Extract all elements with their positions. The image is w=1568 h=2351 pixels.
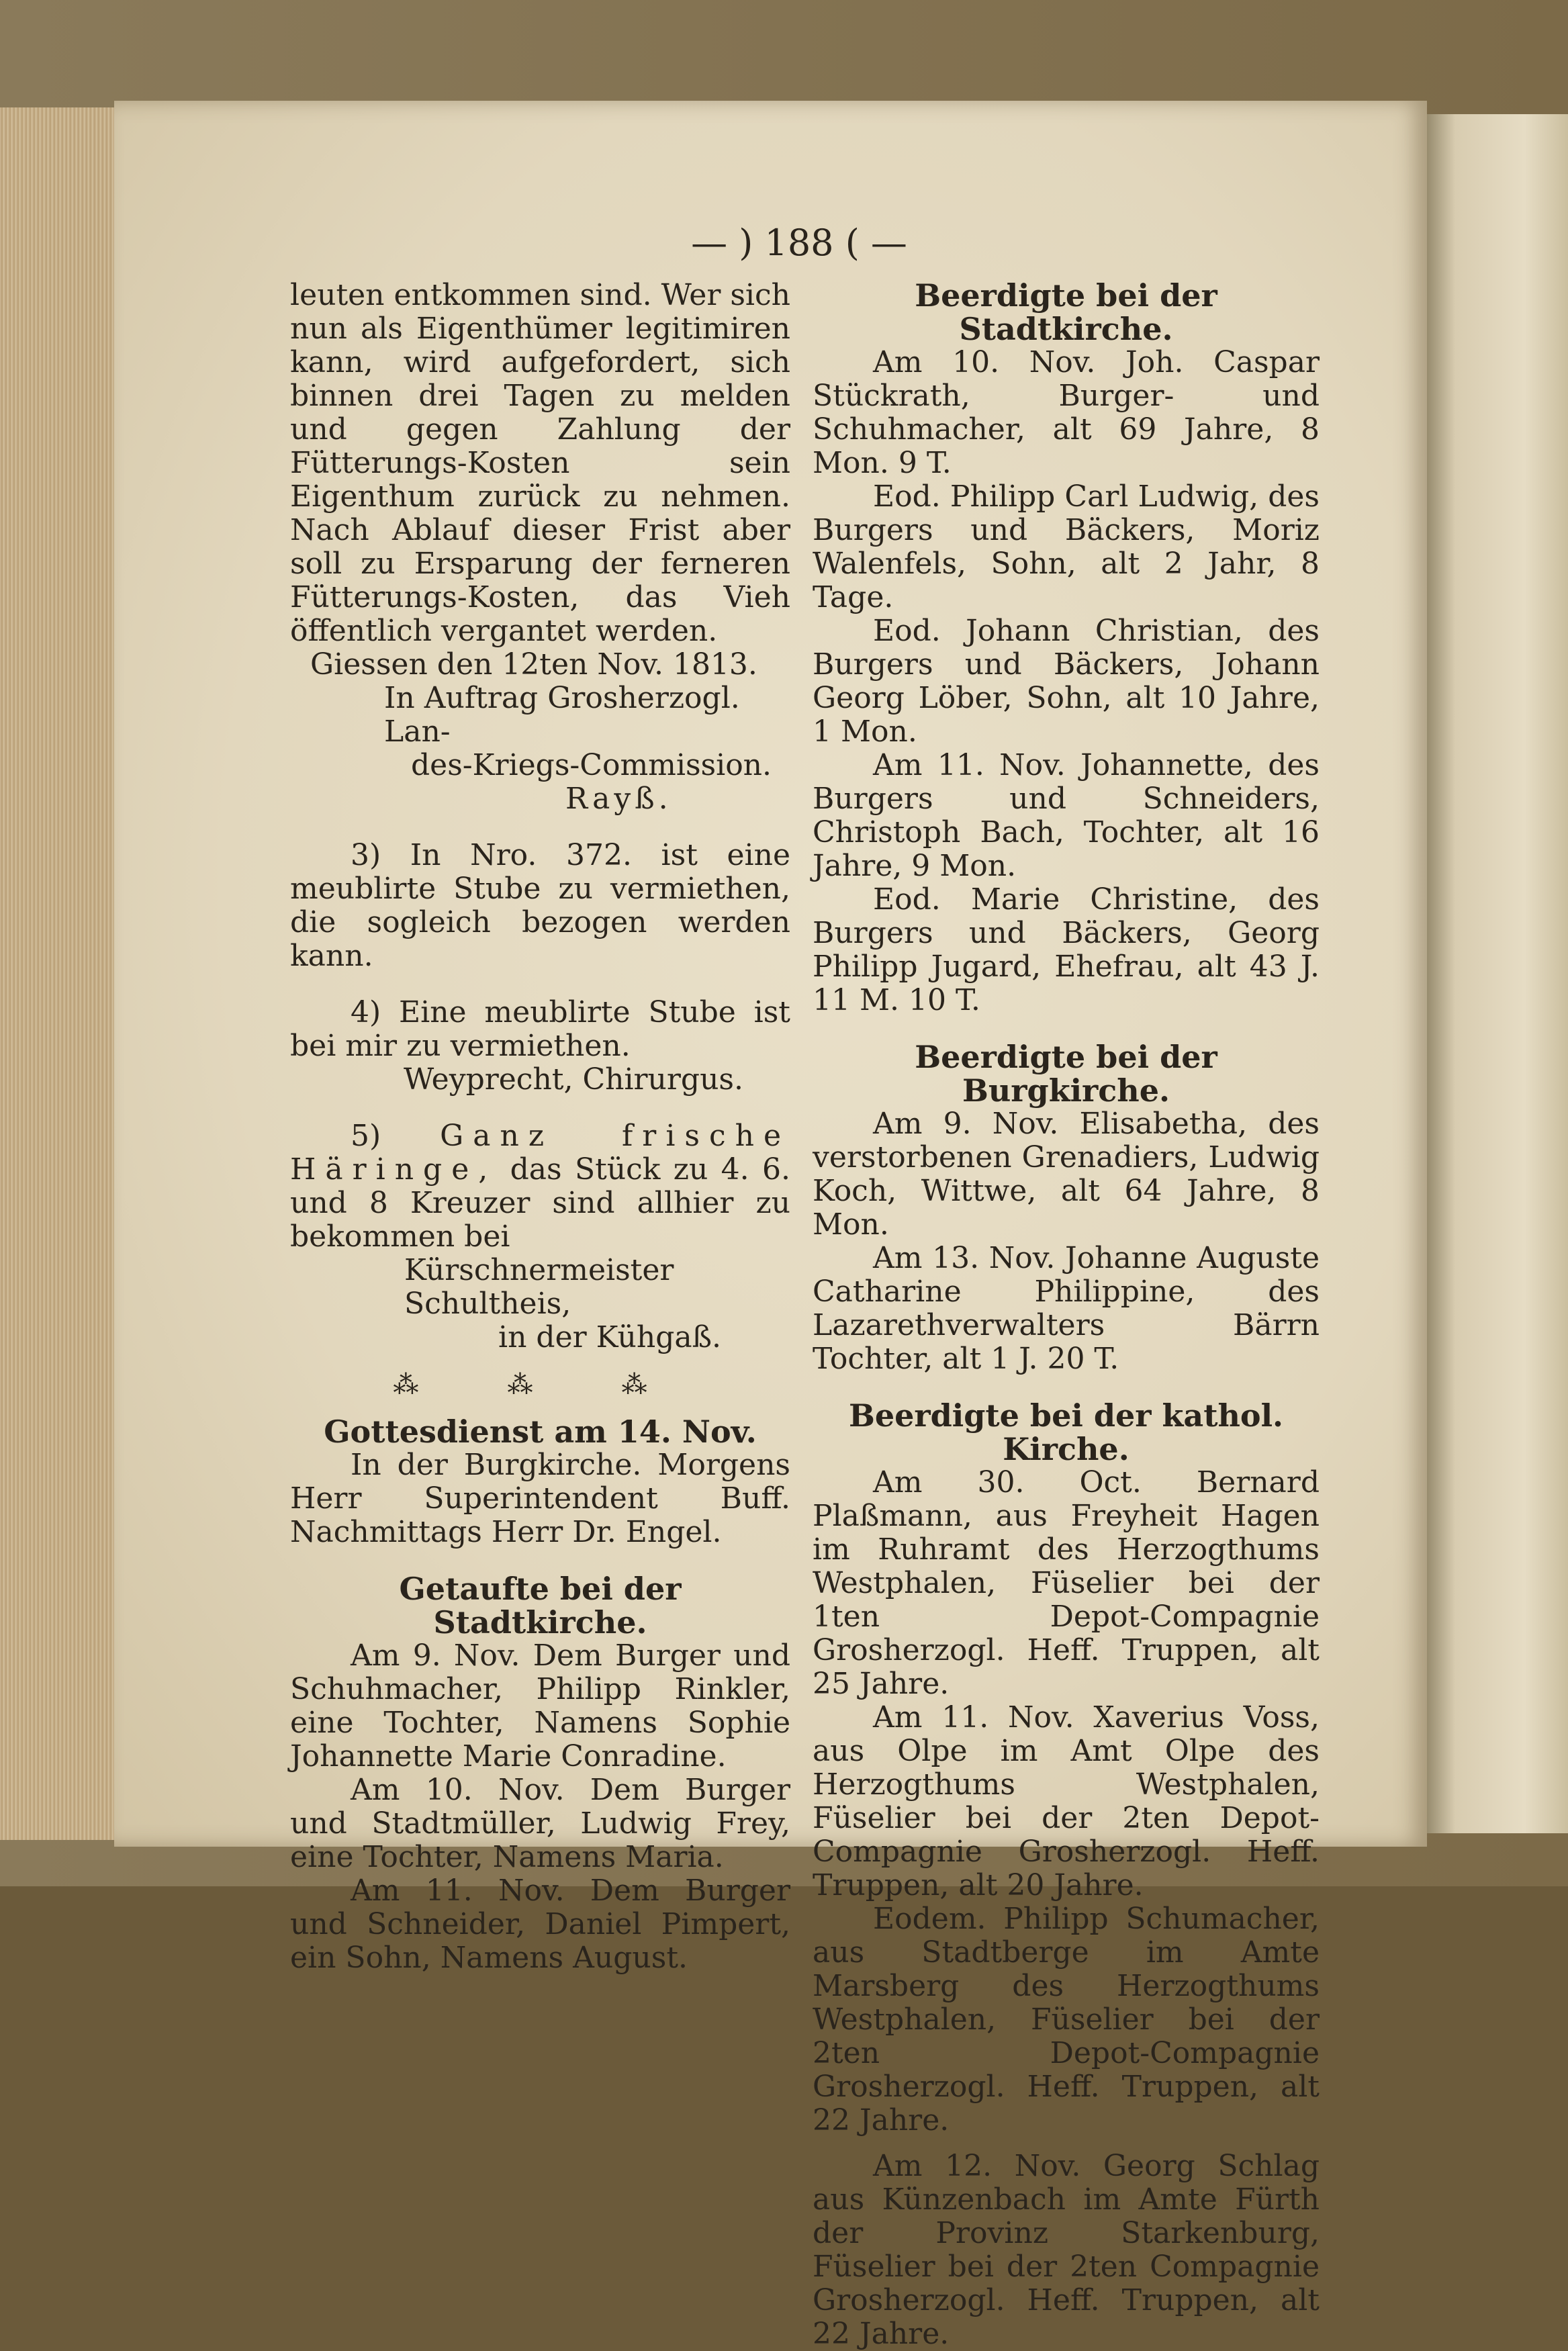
baptized-entry: Am 10. Nov. Dem Burger und Stadtmüller, Ludwig Frey, eine Tochter, Namens Maria.: [290, 1773, 790, 1874]
burial-entry: Am 13. Nov. Johanne Auguste Catharine Philippine, des Lazarethverwalters Bärrn Tochter, alt 1 J. 20 T.: [813, 1241, 1320, 1376]
notice-5: [290, 1119, 790, 1254]
left-page-edges: [0, 107, 117, 1840]
burial-entry: Eod. Johann Christian, des Burgers und Bäckers, Johann Georg Löber, Sohn, alt 10 Jahre, 1 Mon.: [813, 614, 1320, 749]
notice-4-signature: Weyprecht, Chirurgus.: [404, 1062, 743, 1097]
page-number: — ) 188 ( —: [691, 222, 907, 264]
burial-entry: Eod. Marie Christine, des Burgers und Bäckers, Georg Philipp Jugard, Ehefrau, alt 43 J. 11 M. 10 T.: [813, 882, 1320, 1017]
spacer: [290, 816, 790, 839]
kathol-burials-heading: Beerdigte bei der kathol. Kirche.: [848, 1397, 1284, 1467]
burial-entry: Am 11. Nov. Johannette, des Burgers und Schneiders, Christoph Bach, Tochter, alt 16 Jahre, 9 Mon.: [813, 748, 1320, 883]
burial-entry: Eodem. Philipp Schumacher, aus Stadtberge im Amte Marsberg des Herzogthums Westphalen, Füselier bei der 2ten Depot-Compagnie Grosherzogl. Heff. Truppen, alt 22 Jahre.: [813, 1902, 1320, 2137]
burial-entry: Am 9. Nov. Elisabetha, des verstorbenen Grenadiers, Ludwig Koch, Wittwe, alt 64 Jahre, 8 Mon.: [813, 1107, 1320, 1242]
stadtkirche-burials-heading: Beerdigte bei der Stadtkirche.: [915, 277, 1217, 347]
worship-heading: Gottesdienst am 14. Nov.: [324, 1414, 757, 1450]
signature-line-2: des-Kriegs-Commission.: [411, 748, 772, 782]
spacer: [290, 1549, 790, 1572]
left-column: [290, 279, 790, 1975]
notice-5-text: das Stück zu 4. 6. und 8 Kreuzer sind allhier zu bekommen bei: [290, 1152, 790, 1254]
spacer: [290, 1097, 790, 1119]
baptized-entry: Am 9. Nov. Dem Burger und Schuhmacher, Philipp Rinkler, eine Tochter, Namens Sophie Johannette Marie Conradine.: [290, 1639, 790, 1773]
worship-text: In der Burgkirche. Morgens Herr Superintendent Buff. Nachmittags Herr Dr. Engel.: [290, 1448, 790, 1549]
notice-5-signature-2: in der Kühgaß.: [498, 1320, 721, 1354]
baptized-heading: Getaufte bei der Stadtkirche.: [399, 1571, 682, 1641]
spacer: [813, 1376, 1320, 1399]
found-cattle-notice: leuten entkommen sind. Wer sich nun als Eigenthümer legitimiren kann, wird aufgefordert, sich binnen drei Tagen zu melden und gegen Zahlung der Fütterungs-Kosten sein Eigenthum zurück zu nehmen. Nach Ablauf dieser Frist aber soll zu Ersparung der ferneren Fütterungs-Kosten, das Vieh öffentlich vergantet werden.: [290, 278, 790, 648]
spacer: [813, 2137, 1320, 2150]
right-column: [813, 279, 1320, 2351]
notice-3: 3) In Nro. 372. ist eine meublirte Stube zu vermiethen, die sogleich bezogen werden kann.: [290, 838, 790, 973]
signature-line-1: In Auftrag Grosherzogl. Lan-: [384, 681, 740, 749]
burial-entry: Am 30. Oct. Bernard Plaßmann, aus Freyheit Hagen im Ruhramt des Herzogthums Westphalen, Füselier bei der 1ten Depot-Compagnie Grosherzogl. Heff. Truppen, alt 25 Jahre.: [813, 1465, 1320, 1701]
baptized-entry: Am 11. Nov. Dem Burger und Schneider, Daniel Pimpert, ein Sohn, Namens August.: [290, 1874, 790, 1975]
dateline: Giessen den 12ten Nov. 1813.: [310, 647, 757, 682]
burgkirche-burials-heading: Beerdigte bei der Burgkirche.: [915, 1039, 1217, 1109]
asterism-separator: ⁂ ⁂ ⁂: [393, 1370, 688, 1399]
burial-entry: Eod. Philipp Carl Ludwig, des Burgers und Bäckers, Moriz Walenfels, Sohn, alt 2 Jahr, 8 Tage.: [813, 479, 1320, 614]
spacer: [290, 973, 790, 996]
signature-name: Rayß.: [565, 782, 672, 816]
right-page-edge: [1424, 114, 1568, 1833]
notice-5-signature-1: Kürschnermeister Schultheis,: [404, 1253, 674, 1321]
notice-4: 4) Eine meublirte Stube ist bei mir zu vermiethen.: [290, 995, 790, 1063]
burial-entry: Am 11. Nov. Xaverius Voss, aus Olpe im Amt Olpe des Herzogthums Westphalen, Füselier bei der 2ten Depot-Compagnie Grosherzogl. Heff. Truppen, alt 20 Jahre.: [813, 1700, 1320, 1902]
burial-entry: Am 12. Nov. Georg Schlag aus Künzenbach im Amte Fürth der Provinz Starkenburg, Füselier bei der 2ten Compagnie Grosherzogl. Heff. Truppen, alt 22 Jahre.: [813, 2149, 1320, 2351]
burial-entry: Am 10. Nov. Joh. Caspar Stückrath, Burger- und Schuhmacher, alt 69 Jahre, 8 Mon. 9 T.: [813, 345, 1320, 480]
notice-5-spaced-heading: Ganz frische Häringe,: [290, 1119, 790, 1187]
spacer: [813, 1017, 1320, 1040]
notice-5-number: 5): [351, 1119, 381, 1153]
